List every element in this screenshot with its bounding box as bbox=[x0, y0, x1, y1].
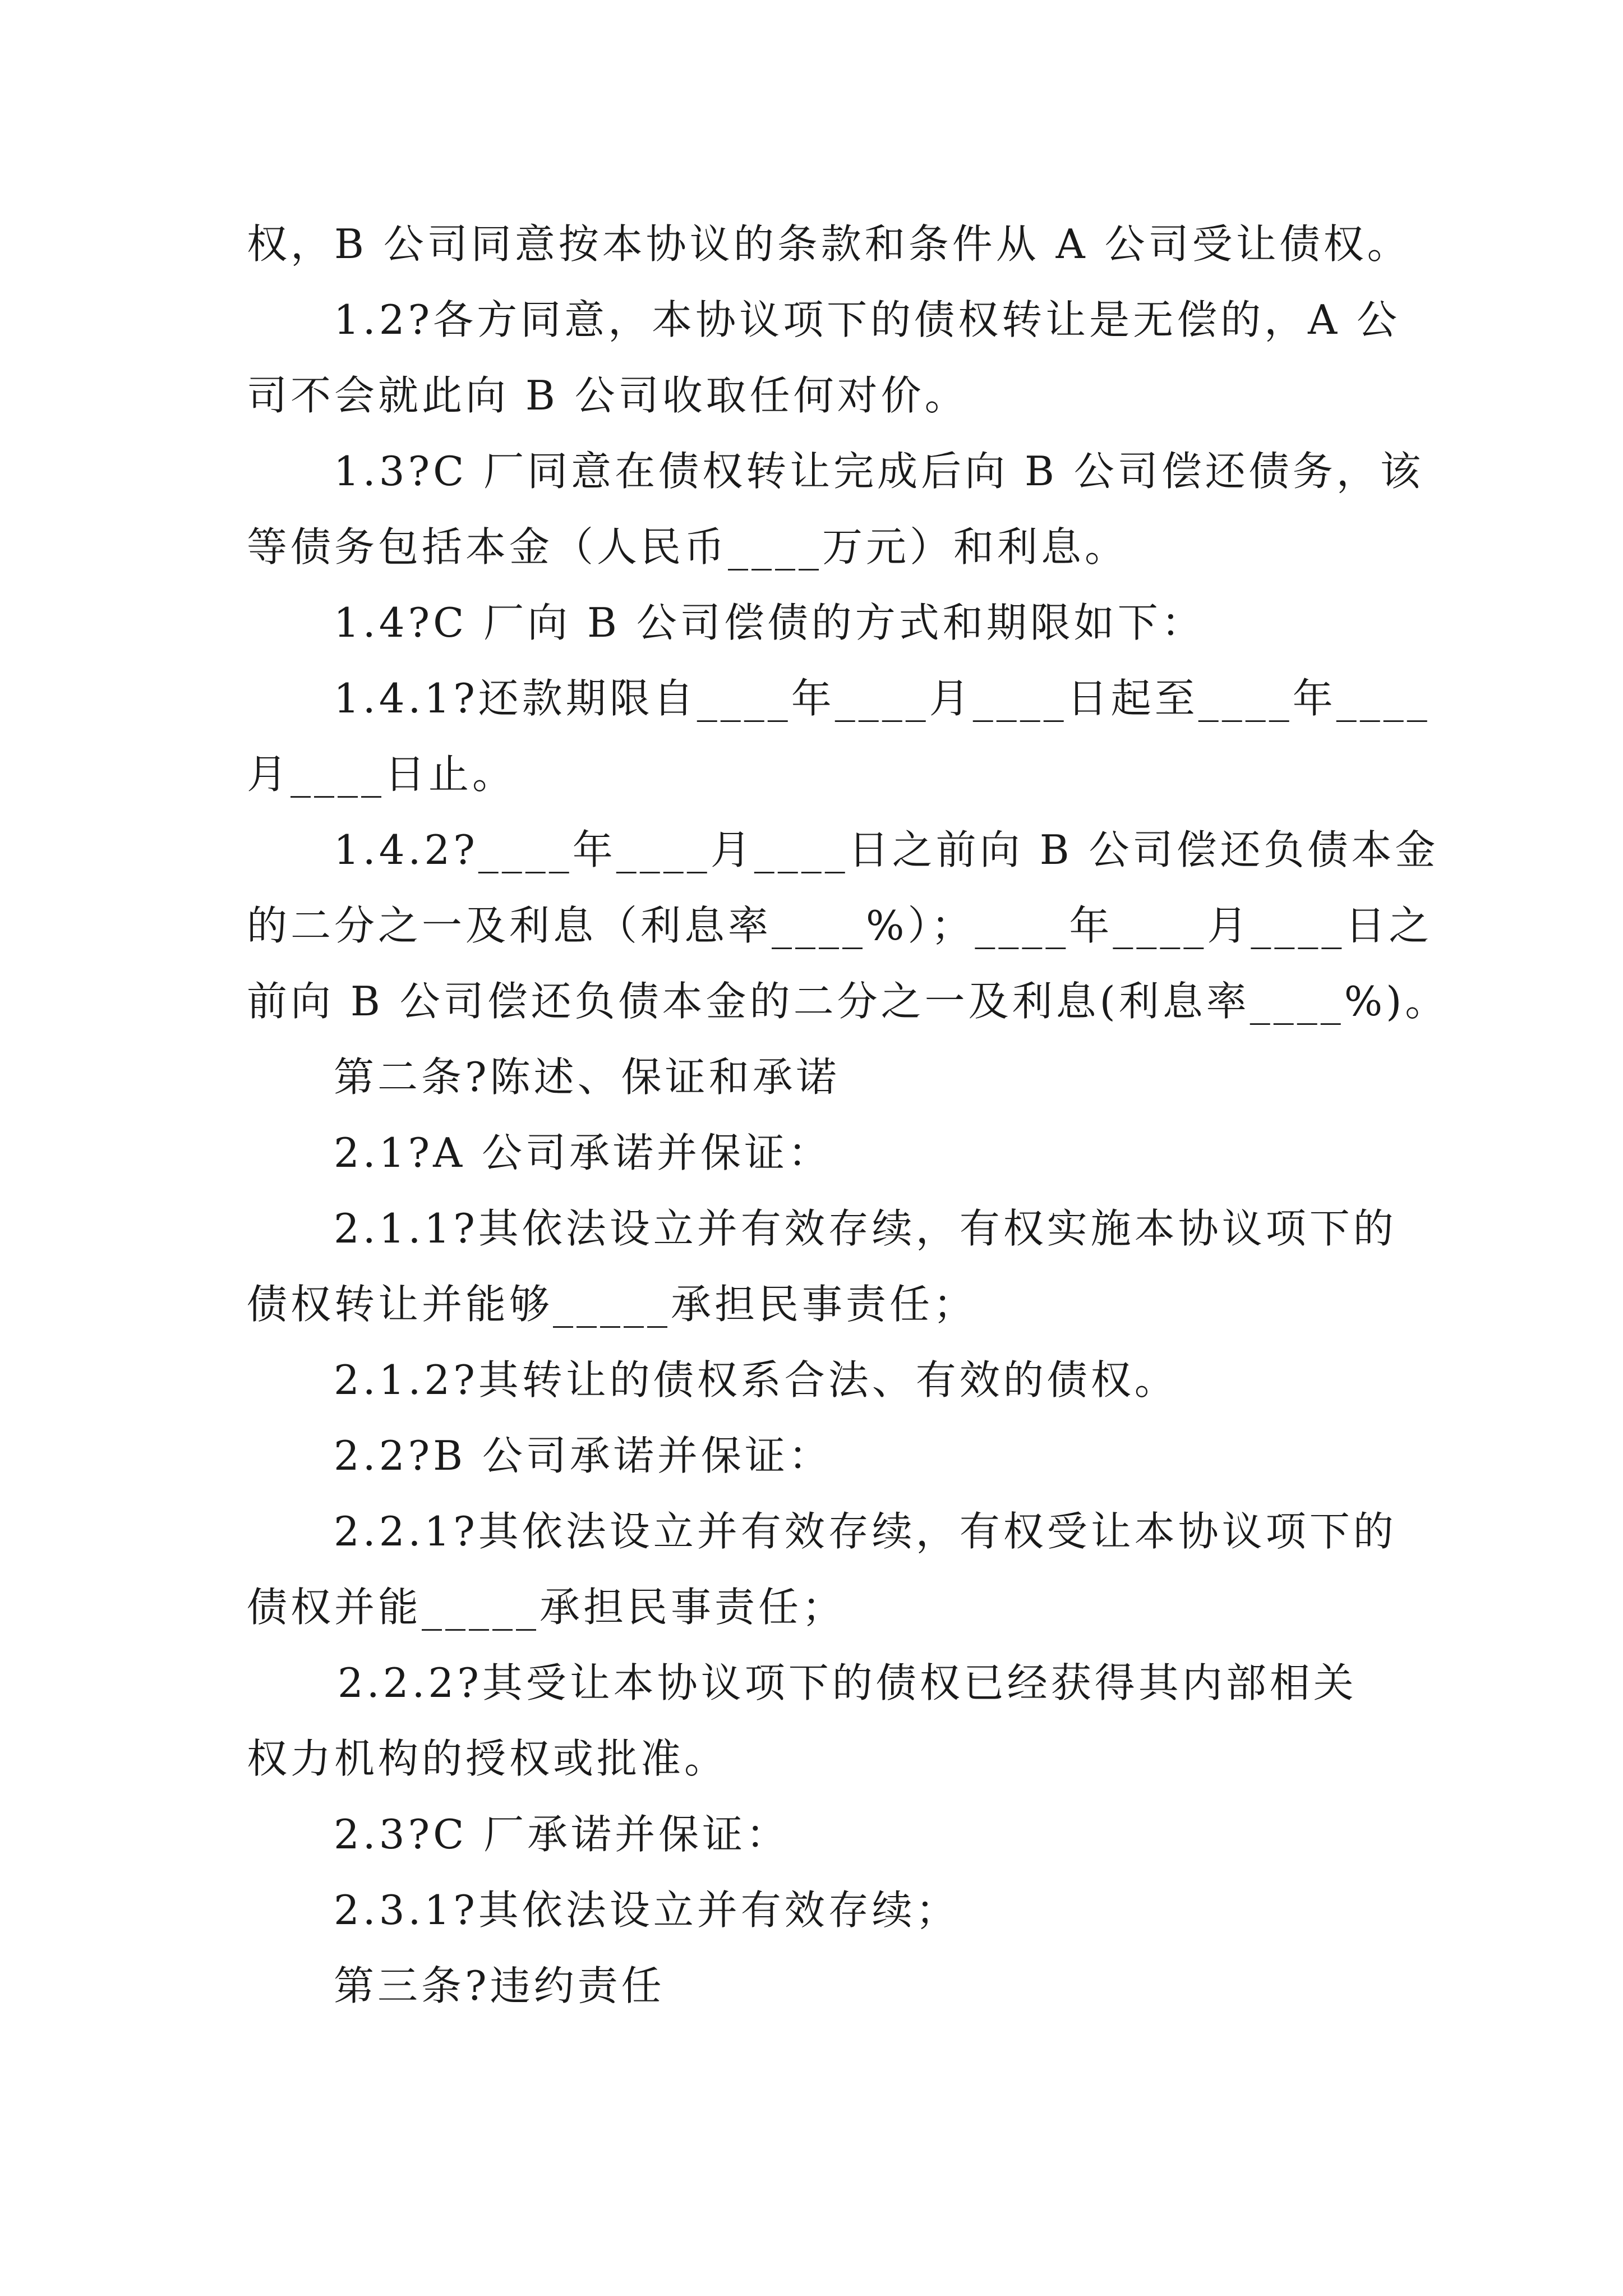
text-line-10: 的二分之一及利息（利息率____%）；____年____月____日之 bbox=[247, 902, 1433, 949]
text-line-2: 1.2?各方同意，本协议项下的债权转让是无偿的，A 公 bbox=[334, 296, 1400, 343]
text-line-21: 权力机构的授权或批准。 bbox=[247, 1735, 728, 1782]
text-line-3: 司不会就此向 B 公司收取任何对价。 bbox=[247, 372, 969, 419]
section-heading-3: 第三条?违约责任 bbox=[334, 1962, 665, 2009]
text-line-5: 等债务包括本金（人民币____万元）和利息。 bbox=[247, 523, 1129, 570]
text-line-1: 权，B 公司同意按本协议的条款和条件从 A 公司受让债权。 bbox=[247, 220, 1411, 268]
text-line-19: 债权并能_____承担民事责任； bbox=[247, 1584, 846, 1631]
text-line-22: 2.3?C 厂承诺并保证： bbox=[334, 1811, 790, 1858]
text-line-20: 2.2.2?其受让本协议项下的债权已经获得其内部相关 bbox=[338, 1659, 1357, 1706]
text-line-16: 2.1.2?其转让的债权系合法、有效的债权。 bbox=[334, 1356, 1178, 1404]
text-line-9: 1.4.2?____年____月____日之前向 B 公司偿还负债本金 bbox=[334, 826, 1439, 873]
text-line-15: 债权转让并能够_____承担民事责任； bbox=[247, 1281, 978, 1328]
text-line-17: 2.2?B 公司承诺并保证： bbox=[334, 1432, 832, 1479]
text-line-4: 1.3?C 厂同意在债权转让完成后向 B 公司偿还债务，该 bbox=[334, 448, 1424, 495]
text-line-18: 2.2.1?其依法设立并有效存续，有权受让本协议项下的 bbox=[334, 1508, 1397, 1555]
text-line-23: 2.3.1?其依法设立并有效存续； bbox=[334, 1887, 960, 1934]
text-line-11: 前向 B 公司偿还负债本金的二分之一及利息(利息率____%)。 bbox=[247, 978, 1449, 1025]
text-line-8: 月____日止。 bbox=[247, 751, 517, 798]
section-heading-2: 第二条?陈述、保证和承诺 bbox=[334, 1053, 840, 1101]
text-line-13: 2.1?A 公司承诺并保证： bbox=[334, 1129, 832, 1176]
text-line-6: 1.4?C 厂向 B 公司偿债的方式和期限如下： bbox=[334, 599, 1205, 646]
text-line-7: 1.4.1?还款期限自____年____月____日起至____年____ bbox=[334, 675, 1431, 722]
text-line-14: 2.1.1?其依法设立并有效存续，有权实施本协议项下的 bbox=[334, 1205, 1397, 1252]
